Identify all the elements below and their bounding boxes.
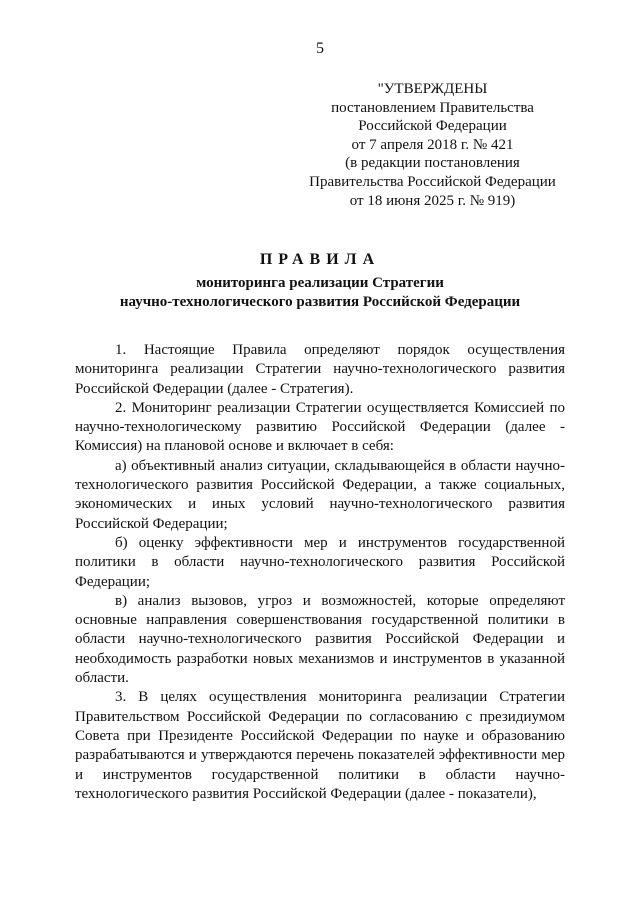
approval-stamp — [300, 80, 565, 210]
approval-line: (в редакции постановления — [345, 155, 520, 172]
approval-line: Российской Федерации — [358, 118, 507, 135]
subtitle-line: научно-технологического развития Российской Федерации — [119, 294, 521, 310]
document-subtitle — [0, 274, 640, 312]
approval-line: от 7 апреля 2018 г. № 421 — [351, 136, 514, 153]
paragraph-2b: б) оценку эффективности мер и инструментов государственной политики в области научно-технологического развития Российской Федерации; — [75, 534, 565, 590]
paragraph-3: 3. В целях осуществления мониторинга реализации Стратегии Правительством Российской Федерации по согласованию с президиумом Совета при Президенте Российской Федерации по науке и образованию разрабатываются и утверждаются перечень показателей эффективности мер и инструментов государственной политики в области научно-технологического развития Российской Федерации (далее - показатели), — [75, 689, 565, 802]
paragraph-2: 2. Мониторинг реализации Стратегии осуществляется Комиссией по научно-технологическому развитию Российской Федерации (далее - Комиссия) на плановой основе и включает в себя: — [75, 399, 565, 455]
paragraph-1: 1. Настоящие Правила определяют порядок осуществления мониторинга реализации Стратегии научно-технологического развития Российской Федерации (далее - Стратегия). — [75, 342, 565, 397]
paragraph-2a: а) объективный анализ ситуации, складывающейся в области научно-технологического развития Российской Федерации, а также социальных, экономических и иных условий научно-технологического развития Российской Федерации; — [75, 457, 565, 532]
subtitle-line: мониторинга реализации Стратегии — [196, 275, 444, 291]
page-number: 5 — [316, 40, 324, 57]
approval-line: от 18 июня 2025 г. № 919) — [349, 192, 516, 209]
document-title: ПРАВИЛА — [259, 251, 381, 268]
document-body — [75, 341, 565, 804]
approval-line: Правительства Российской Федерации — [309, 173, 556, 190]
paragraph-2v: в) анализ вызовов, угроз и возможностей, которые определяют основные направления совершенствования государственной политики в области научно-технологического развития Российской Федерации и необходимость разработки новых механизмов и инструментов в указанной области. — [75, 592, 565, 687]
approval-line: "УТВЕРЖДЕНЫ — [377, 81, 488, 97]
approval-line: постановлением Правительства — [331, 99, 534, 116]
